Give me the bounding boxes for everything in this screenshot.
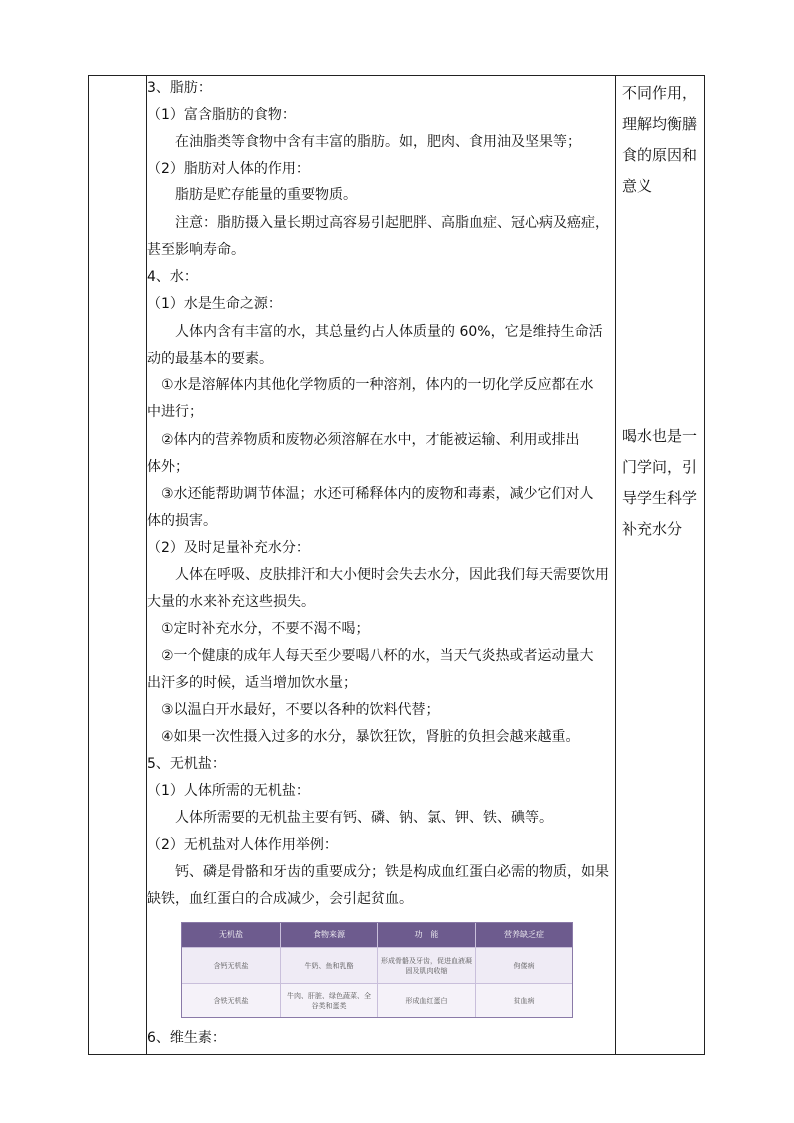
table-row	[182, 947, 572, 983]
side-note-balanced-diet	[622, 78, 702, 202]
table-header-row	[182, 923, 572, 947]
text-line: 中进行；	[147, 404, 203, 420]
text-line: ②体内的营养物质和废物必须溶解在水中，才能被运输、利用或排出	[147, 432, 580, 448]
side-note-line: 意义	[622, 177, 653, 195]
text-line: 人体所需要的无机盐主要有钙、磷、钠、氯、钾、铁、碘等。	[147, 810, 553, 826]
table-cell: 含钙无机盐	[182, 947, 281, 983]
table-cell: 牛奶、鱼和乳酪	[281, 947, 378, 983]
side-note-line: 门学问，引	[622, 458, 698, 476]
text-line-vitamins: 6、维生素：	[147, 1030, 226, 1046]
text-line: （2）及时足量补充水分：	[147, 540, 310, 556]
text-line: （1）人体所需的无机盐：	[147, 783, 310, 799]
side-note-line: 补充水分	[622, 520, 683, 538]
side-note-line: 食的原因和	[622, 146, 698, 164]
table-cell: 贫血病	[476, 983, 572, 1017]
table-cell: 佝偻病	[476, 947, 572, 983]
table-cell: 形成骨骼及牙齿，促进血液凝固及肌肉收缩	[378, 947, 476, 983]
text-line: ①水是溶解体内其他化学物质的一种溶剂，体内的一切化学反应都在水	[147, 377, 594, 393]
text-line: 人体在呼吸、皮肤排汗和大小便时会失去水分，因此我们每天需要饮用	[147, 567, 609, 583]
text-line: 在油脂类等食物中含有丰富的脂肪。如，肥肉、食用油及坚果等；	[147, 134, 581, 150]
side-note-line: 喝水也是一	[622, 427, 698, 445]
text-line: 3、脂肪：	[147, 80, 212, 96]
text-line: 5、无机盐：	[147, 756, 226, 772]
table-header-cell: 无机盐	[182, 923, 281, 947]
text-line: （2）无机盐对人体作用举例：	[147, 837, 338, 853]
table-cell: 形成血红蛋白	[378, 983, 476, 1017]
table-header-cell: 功 能	[378, 923, 476, 947]
text-line: 甚至影响寿命。	[147, 242, 245, 258]
mineral-salt-table	[181, 922, 573, 1018]
table-header-cell: 食物来源	[281, 923, 378, 947]
text-line: 脂肪是贮存能量的重要物质。	[147, 187, 357, 203]
text-line: ④如果一次性摄入过多的水分，暴饮狂饮，肾脏的负担会越来越重。	[147, 729, 580, 745]
text-line: 注意：脂肪摄入量长期过高容易引起肥胖、高脂血症、冠心病及癌症，	[147, 215, 609, 231]
text-line: ③水还能帮助调节体温；水还可稀释体内的废物和毒素，减少它们对人	[147, 486, 594, 502]
table-header-cell: 营养缺乏症	[504, 930, 544, 939]
text-line: 人体内含有丰富的水，其总量约占人体质量的 60%，它是维持生命活	[147, 324, 603, 340]
text-line: 体的损害。	[147, 513, 217, 529]
text-line: 4、水：	[147, 269, 198, 285]
text-line: 大量的水来补充这些损失。	[147, 594, 315, 610]
text-line: 动的最基本的要素。	[147, 351, 273, 367]
text-line: 钙、磷是骨骼和牙齿的重要成分；铁是构成血红蛋白必需的物质，如果	[147, 864, 609, 880]
table-cell: 含铁无机盐	[182, 983, 281, 1017]
text-line: （2）脂肪对人体的作用：	[147, 161, 310, 177]
text-line: 出汗多的时候，适当增加饮水量；	[147, 675, 357, 691]
text-line: ③以温白开水最好，不要以各种的饮料代替；	[147, 702, 440, 718]
text-line: ②一个健康的成年人每天至少要喝八杯的水，当天气炎热或者运动量大	[147, 648, 594, 664]
table-cell: 牛肉、肝脏、绿色蔬菜、全谷类和蛋类	[281, 983, 378, 1017]
text-line: （1）富含脂肪的食物：	[147, 107, 296, 123]
text-line: 缺铁，血红蛋白的合成减少，会引起贫血。	[147, 891, 413, 907]
side-note-line: 不同作用，	[622, 84, 698, 102]
side-note-drinking-water	[622, 421, 702, 545]
table-row	[182, 983, 572, 1017]
column-divider-right	[615, 76, 616, 1054]
side-note-line: 导学生科学	[622, 489, 698, 507]
text-line: ①定时补充水分，不要不渴不喝；	[147, 621, 370, 637]
text-line: 体外；	[147, 459, 189, 475]
text-line: （1）水是生命之源：	[147, 296, 282, 312]
side-note-line: 理解均衡膳	[622, 115, 698, 133]
